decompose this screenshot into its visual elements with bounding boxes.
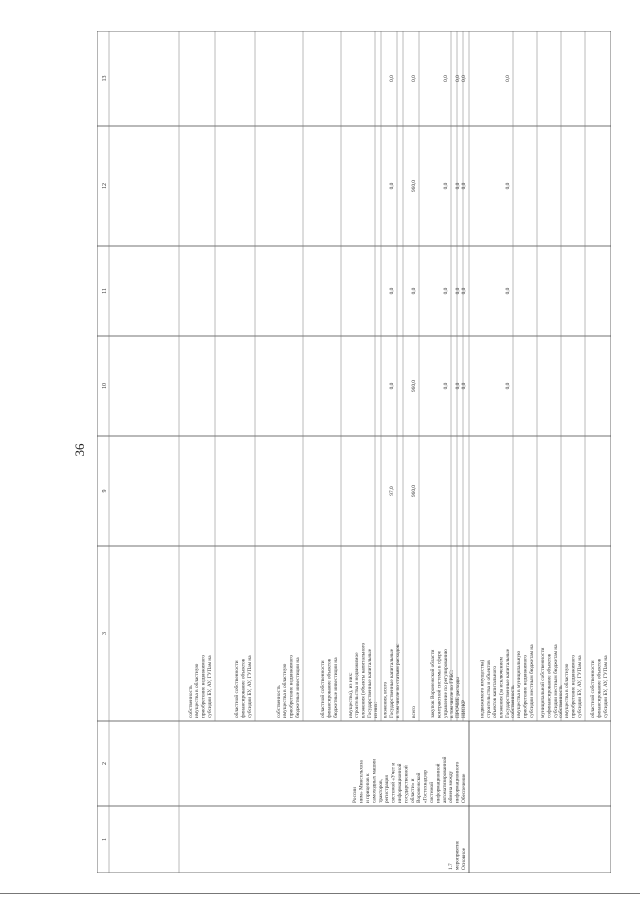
row-label: областной собственности [320,660,327,718]
row-label: собственность [509,685,516,718]
row-label: субсидии БУ, АУ, ГУПам на [577,655,583,718]
row-label: имущество), из них: [347,672,354,718]
row-label: бюджетные инвестиции на [295,657,301,718]
page-bottom-rule [0,893,640,894]
value-cell: 0,0 [505,75,511,82]
value-cell: 0,0 [505,287,511,295]
activity-description: обмена между [448,770,455,803]
activity-name: 1.7 [448,863,455,870]
activity-description: и прицепов к [365,773,371,803]
value-cell: 960,0 [411,485,417,497]
column-header-number: 9 [102,489,108,493]
column-header-number: 1 [102,838,108,841]
value-cell: 0,0 [505,182,511,190]
column-header-number: 2 [102,762,108,765]
column-header-number: 13 [102,75,108,82]
value-cell: 0,0 [461,75,467,82]
activity-description: Воронежской [416,772,423,803]
value-cell: 0,0 [443,75,449,82]
row-label: субсидии БУ, АУ, ГУПам на [207,655,213,718]
column-header-number: 12 [102,183,108,189]
value-cell: 0,0 [461,182,467,190]
value-cell: 97,0 [389,486,395,496]
activity-description: системой [429,781,435,803]
activity-description: государственной [403,765,410,803]
value-cell: 0,0 [443,182,449,190]
row-label: финансирование объектов [596,658,603,718]
row-label: вложения (объекты капитального [360,642,367,718]
row-label: Государственные капитальные [389,648,395,718]
activity-description: ним» Минсельхоза [358,760,365,803]
row-label: собственность [557,685,564,718]
value-cell: 0,0 [461,382,467,390]
row-label: собственность [187,685,194,718]
row-label: финансирование объектов [326,658,333,718]
value-cell: 0,0 [389,182,395,190]
row-label: Государственные капитальные [367,648,373,718]
row-label: муниципальной собственности [540,647,547,718]
activity-description: России [352,787,359,803]
row-label: управление по регулированию [443,649,449,718]
row-label: вложения (за исключением [498,656,505,718]
row-label: финансирование объектов [240,658,247,718]
activity-description: системой «Учет и [390,762,397,803]
row-label: субсидии местным бюджетам на [553,644,559,718]
row-label: областной собственности [590,660,597,718]
page-number: 36 [72,443,87,457]
row-label: ПРОЧИЕ расходы [455,677,461,718]
value-cell: 0,0 [455,287,461,295]
activity-description: тракторов, [377,779,384,803]
row-label: Государственные капитальные [505,648,511,718]
activity-name: мероприятие [454,840,461,870]
row-label: собственность [275,685,282,718]
row-label: субсидии БУ, АУ, ГУПам на [603,655,609,718]
activity-description: области» и [409,778,416,803]
value-cell: 0,0 [389,382,395,390]
row-label: из них: [373,701,379,718]
activity-description: Обеспечение [461,773,467,803]
row-label: строительства и недвижимое [354,652,361,718]
row-label: приобретение недвижимого [522,654,529,718]
row-label: областной собственности [234,660,241,718]
value-cell: 0,0 [443,287,449,295]
row-label: субсидии БУ, АУ, ГУПам на [247,655,253,718]
budget-table [97,31,611,873]
activity-description: «Гостехнадзор [422,770,429,803]
value-cell: 0,0 [389,75,395,82]
value-cell: 0,0 [461,287,467,295]
row-label: имущества в муниципальную [516,650,523,718]
activity-description: самоходных машин [371,758,378,803]
row-label: бюджетные инвестиции на [333,657,339,718]
row-label: вложения, всего [382,681,389,718]
value-cell: 0,0 [455,182,461,190]
column-header-number: 10 [102,383,108,389]
row-label: закупок Воронежской области [430,649,437,718]
value-cell: 0,0 [455,75,461,82]
value-cell: 0,0 [411,75,417,82]
activity-description: информационного [454,761,461,803]
row-label: строительства и объектов [485,660,492,718]
value-cell: 0,0 [505,382,511,390]
row-label: приобретение недвижимого [200,654,207,718]
value-cell: 0,0 [411,287,417,295]
column-header-number: 3 [102,632,108,635]
value-cell: 960,0 [411,180,417,192]
value-cell: 960,0 [411,380,417,392]
value-cell: 0,0 [455,382,461,390]
row-label: приобретение недвижимого [570,654,577,718]
value-cell: 0,0 [389,287,395,295]
value-cell: 0,0 [443,382,449,390]
activity-description: информационной [397,763,403,803]
row-label: имущества в областную [564,663,571,718]
row-label: объектов капитального [492,666,499,718]
activity-name: Основное [461,847,467,870]
activity-description: регистрация [384,775,391,803]
row-label: субсидии местным бюджетам на [529,644,535,718]
row-label: недвижимого имущества) [479,659,486,718]
row-label: приобретение недвижимого [288,654,295,718]
activity-description: автоматизированной [441,756,448,803]
row-label: софинансирование объектов [546,653,553,718]
budget-table-sheet [97,31,611,873]
row-label: имущества в областную [194,663,201,718]
row-label: имущества в областную [282,663,289,718]
activity-description: информационной [435,763,442,803]
row-label: в том числе по статьям расходов: [395,643,401,718]
row-label: всего [411,706,417,718]
row-label: в том числе по ГРБС: [449,669,455,718]
row-label: НИОКР [461,700,467,718]
column-header-number: 11 [102,288,108,294]
row-label: контрактной системы в сфере [436,650,443,718]
